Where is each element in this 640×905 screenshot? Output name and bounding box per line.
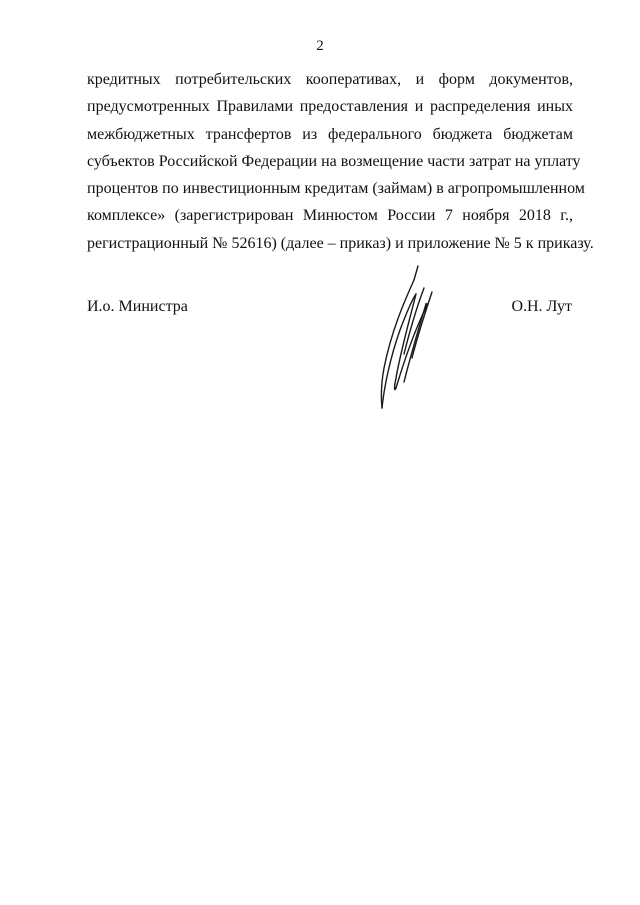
- body-line: субъектов Российской Федерации на возмещение части затрат на уплату: [87, 152, 581, 170]
- signatory-name: О.Н. Лут: [511, 298, 572, 315]
- body-paragraph: [87, 66, 594, 257]
- body-line: предусмотренных Правилами предоставления и распределения иных: [87, 98, 573, 116]
- signatory-title: И.о. Министра: [87, 298, 188, 315]
- body-line: кредитных потребительских кооперативах, и форм документов,: [87, 71, 573, 88]
- body-line: межбюджетных трансфертов из федерального бюджета бюджетам: [87, 125, 573, 143]
- body-line: комплексе» (зарегистрирован Минюстом России 7 ноября 2018 г.,: [87, 207, 573, 225]
- body-line: процентов по инвестиционным кредитам (займам) в агропромышленном: [87, 180, 585, 198]
- page-number: 2: [316, 38, 324, 54]
- handwritten-signature: [370, 258, 450, 418]
- body-line: регистрационный № 52616) (далее – приказ) и приложение № 5 к приказу.: [87, 234, 594, 252]
